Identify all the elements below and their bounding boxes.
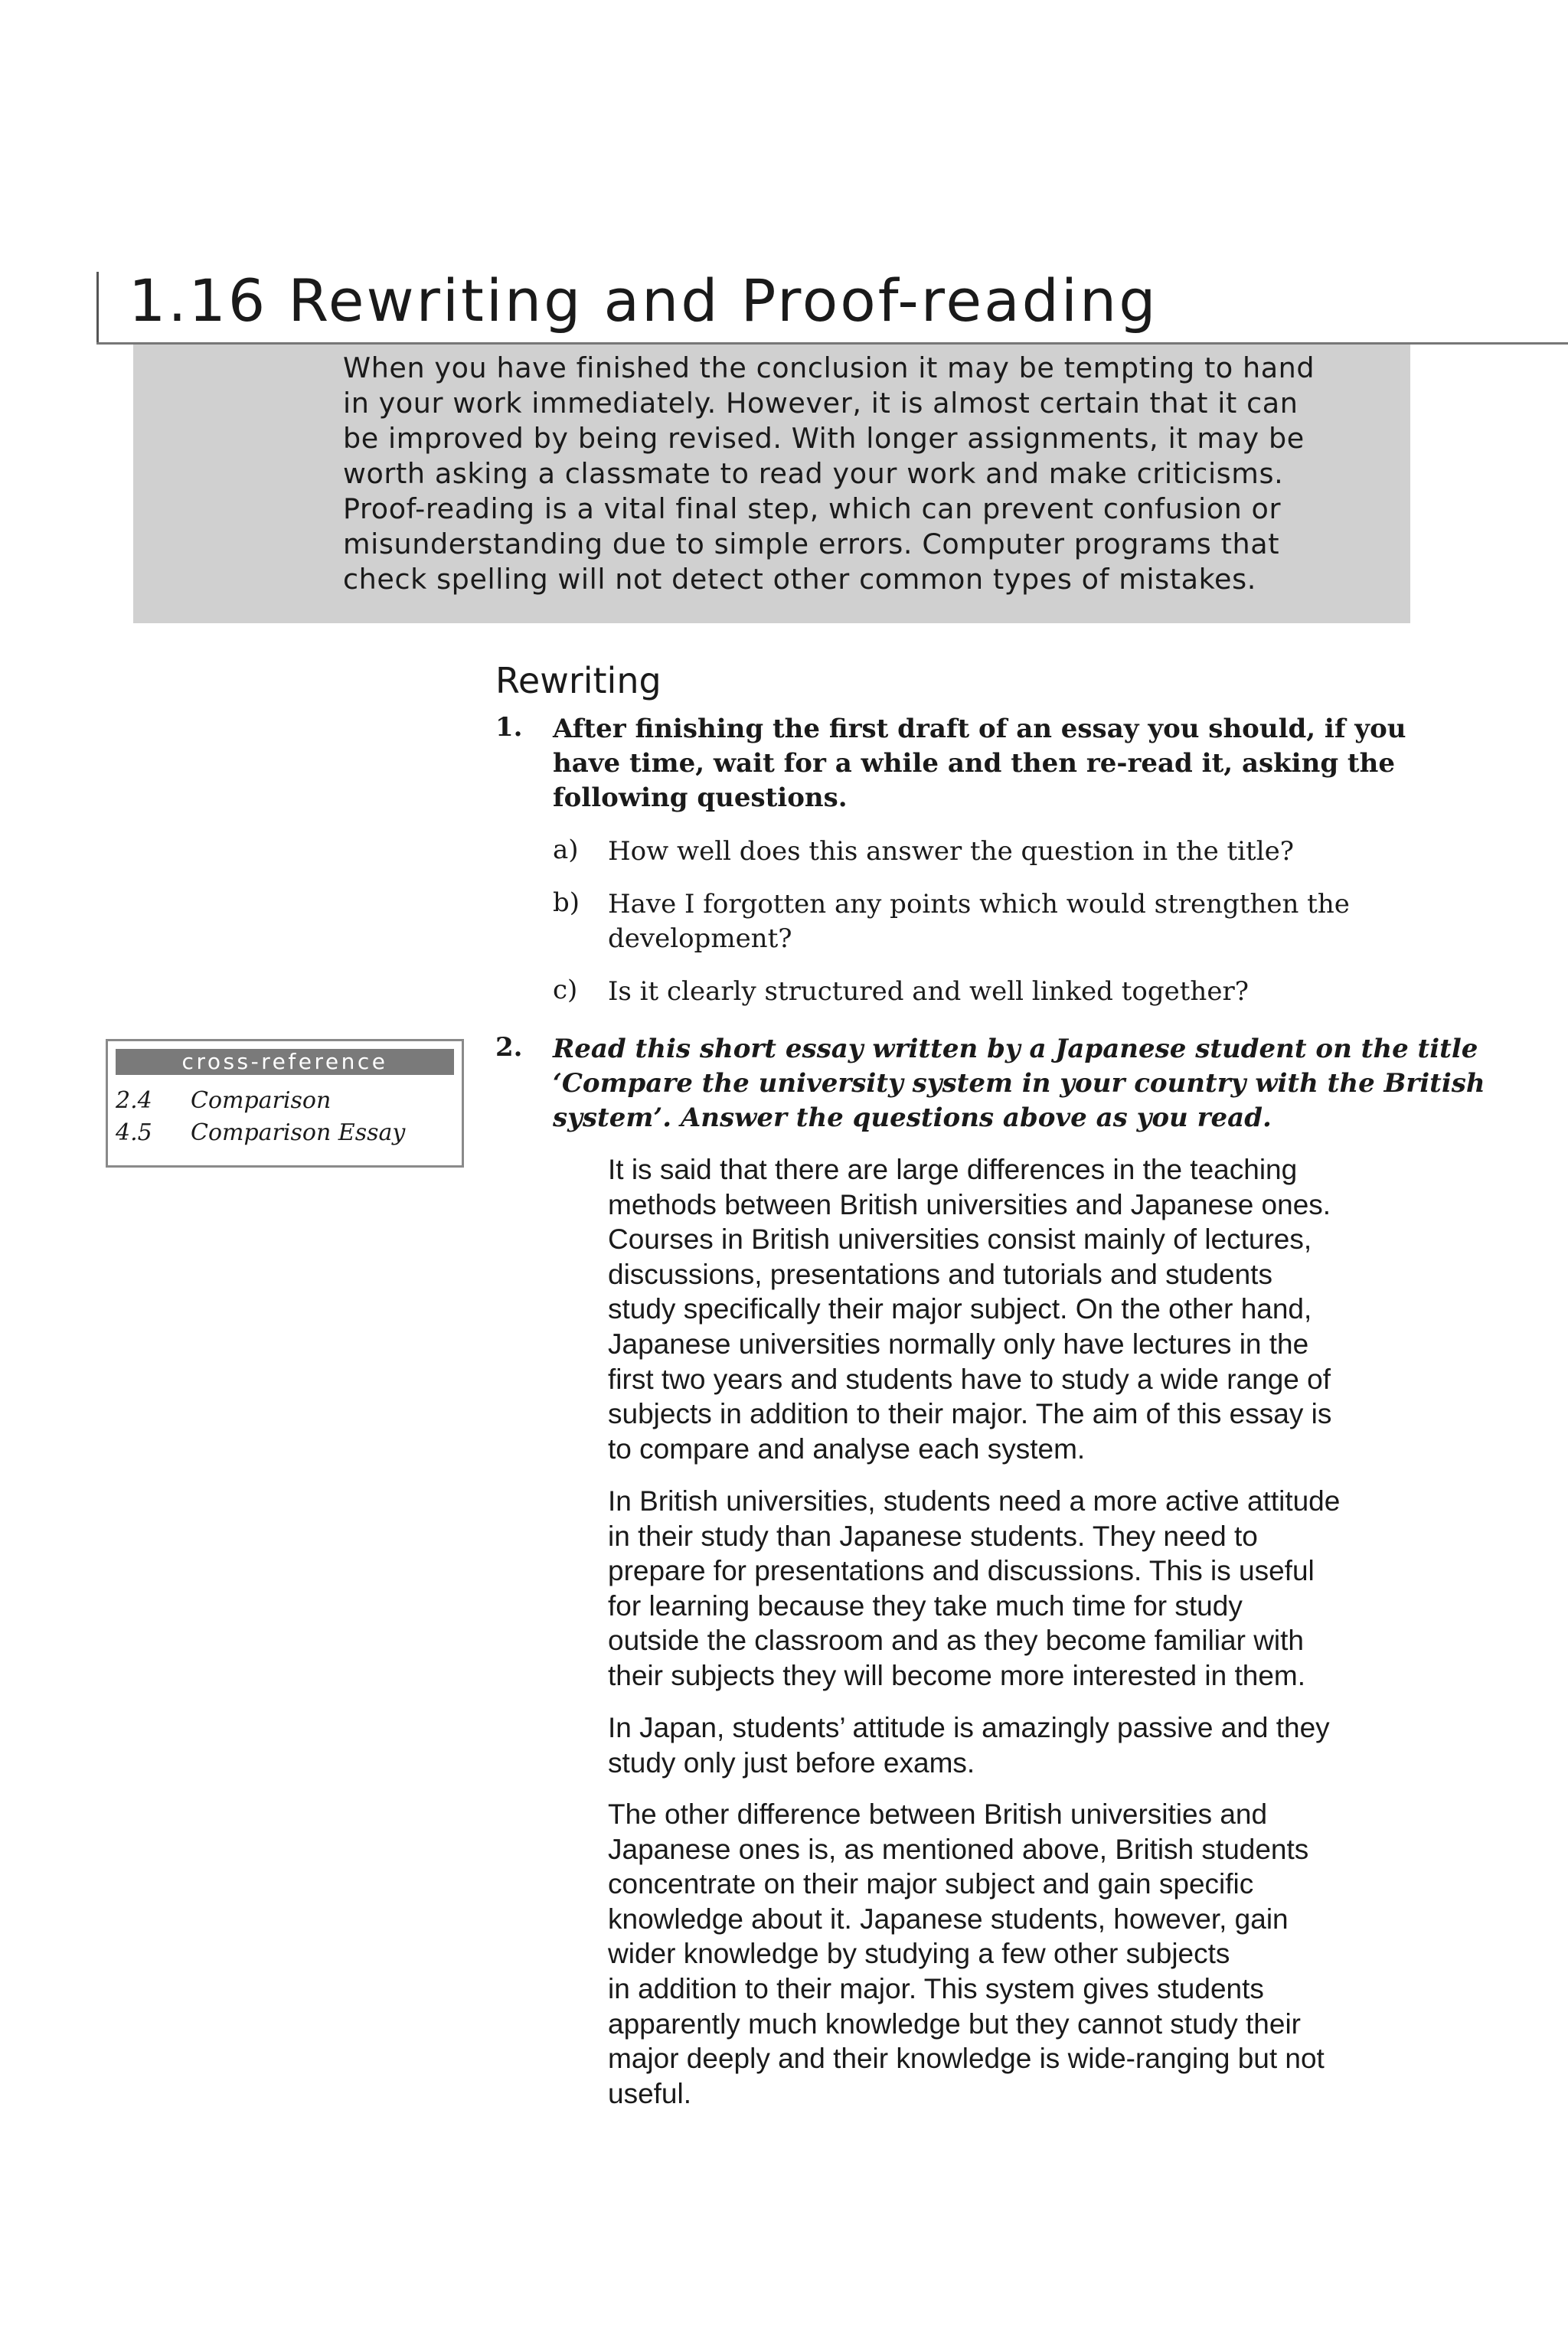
essay-paragraph-1 [608,1152,1435,1466]
intro-paragraph [343,351,1323,597]
essay-line: major deeply and their knowledge is wide-ranging but not [608,2043,1325,2075]
question-b-line: development? [608,923,792,954]
question-b-line: Have I forgotten any points which would strengthen the [608,889,1350,920]
cross-reference-number: 2.4 [116,1087,152,1114]
essay-line: concentrate on their major subject and gain specific [608,1868,1254,1900]
essay-line: in their study than Japanese students. They need to [608,1520,1258,1552]
cross-reference-header: cross-reference [116,1049,454,1075]
question-c-text [608,975,1458,1009]
question-c-label: c) [553,975,578,1005]
essay-line: first two years and students have to study a wide range of [608,1363,1331,1395]
essay-line: The other difference between British universities and [608,1798,1268,1830]
essay-line: prepare for presentations and discussions. This is useful [608,1555,1315,1587]
essay-paragraph-2 [608,1484,1435,1694]
essay-line: knowledge about it. Japanese students, however, gain [608,1903,1289,1935]
cross-reference-box [106,1039,464,1168]
cross-reference-link[interactable] [116,1086,331,1116]
essay-paragraph-4 [608,1797,1435,2111]
cross-reference-label: Comparison Essay [191,1119,406,1146]
item-1-line: following questions. [553,782,848,813]
intro-line: be improved by being revised. With longer assignments, it may be [343,422,1305,455]
cross-reference-number: 4.5 [116,1119,152,1146]
essay-line: apparently much knowledge but they cannot study their [608,2007,1302,2040]
essay-line: their subjects they will become more interested in them. [608,1659,1306,1691]
question-a-text [608,835,1458,869]
essay-line: Japanese universities normally only have lectures in the [608,1328,1309,1360]
essay-line: in addition to their major. This system gives students [608,1972,1264,2004]
essay-paragraph-3 [608,1710,1435,1780]
intro-line: misunderstanding due to simple errors. Computer programs that [343,528,1280,560]
item-2-line: system’. Answer the questions above as you read. [553,1102,1272,1133]
essay-line: for learning because they take much time for study [608,1589,1243,1622]
question-c-line: Is it clearly structured and well linked together? [608,976,1249,1007]
essay-line: useful. [608,2077,692,2109]
essay-line: study specifically their major subject. On the other hand, [608,1293,1312,1325]
intro-line: Proof-reading is a vital final step, which can prevent confusion or [343,492,1282,525]
essay-line: In British universities, students need a more active attitude [608,1485,1341,1517]
question-a-line: How well does this answer the question in the title? [608,836,1294,867]
cross-reference-label: Comparison [191,1087,332,1114]
essay-line: Courses in British universities consist mainly of lectures, [608,1223,1312,1256]
item-1-instruction [553,712,1456,815]
essay-line: study only just before exams. [608,1746,975,1779]
question-b-label: b) [553,887,580,918]
item-2-line: ‘Compare the university system in your country with the British [553,1068,1485,1099]
question-b-text [608,887,1458,956]
title-vertical-rule [96,272,99,345]
item-2-instruction [553,1032,1485,1135]
essay-line: methods between British universities and Japanese ones. [608,1188,1331,1220]
essay-line: discussions, presentations and tutorials and students [608,1258,1272,1290]
section-heading: Rewriting [495,660,662,701]
item-1-number: 1. [495,712,523,743]
essay-line: It is said that there are large differences in the teaching [608,1154,1298,1185]
essay-line: subjects in addition to their major. The aim of this essay is [608,1398,1332,1430]
page-title: 1.16 Rewriting and Proof-reading [129,266,1158,335]
item-1-line: After finishing the first draft of an essay you should, if you [553,714,1406,744]
essay-line: outside the classroom and as they become familiar with [608,1625,1304,1657]
intro-line: worth asking a classmate to read your work and make criticisms. [343,457,1284,490]
item-2-number: 2. [495,1032,523,1063]
cross-reference-link[interactable] [116,1118,405,1148]
intro-line: check spelling will not detect other common types of mistakes. [343,563,1256,596]
item-1-line: have time, wait for a while and then re-read it, asking the [553,748,1395,779]
essay-line: to compare and analyse each system. [608,1432,1086,1465]
essay-line: Japanese ones is, as mentioned above, British students [608,1833,1309,1865]
essay-line: In Japan, students’ attitude is amazingly passive and they [608,1712,1330,1743]
intro-line: When you have finished the conclusion it may be tempting to hand [343,351,1315,384]
essay-line: wider knowledge by studying a few other subjects [608,1938,1230,1970]
item-2-line: Read this short essay written by a Japanese student on the title [553,1034,1478,1064]
intro-line: in your work immediately. However, it is almost certain that it can [343,387,1298,420]
question-a-label: a) [553,835,579,865]
